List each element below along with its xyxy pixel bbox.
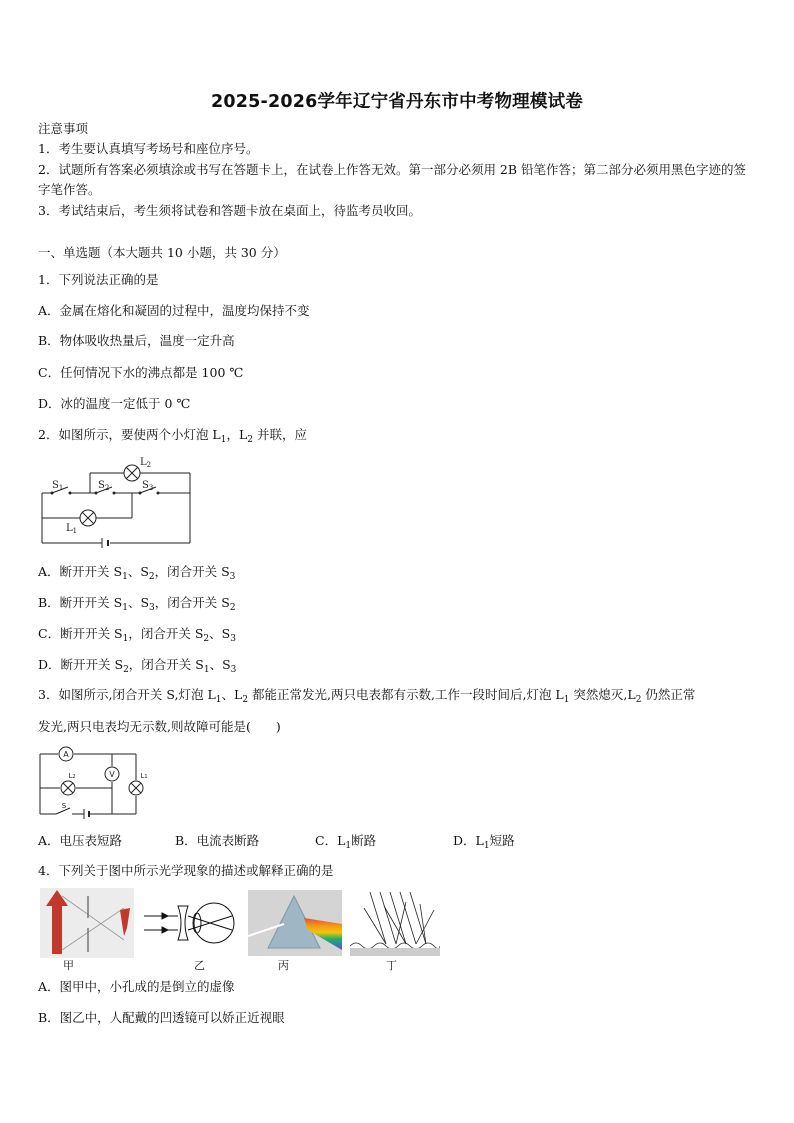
q3-option-c: C．$L_1$断路 <box>315 833 377 851</box>
q2-option-c: C．断开开关 $S_1$，闭合开关 $S_2$、$S_3$ <box>38 626 236 644</box>
q4-stem: 4．下列关于图中所示光学现象的描述或解释正确的是 <box>38 863 334 878</box>
q3-label-l1: L1 <box>140 772 148 780</box>
q3-label-l2: L2 <box>68 772 76 780</box>
q3-stem-line2: 发光,两只电表均无示数,则故障可能是( ) <box>38 719 281 734</box>
page-title: 2025-2026学年辽宁省丹东市中考物理模试卷 <box>211 92 583 112</box>
q3-options <box>38 832 515 855</box>
q4-caption-ding: 丁 <box>386 959 397 972</box>
q2-stem: 2．如图所示，要使两个小灯泡 $L_1$，$L_2$ 并联，应 <box>38 427 307 445</box>
q2-option-d: D．断开开关 $S_2$，闭合开关 $S_1$、$S_3$ <box>38 657 237 675</box>
q1-option-a: A．金属在熔化和凝固的过程中，温度均保持不变 <box>38 303 310 318</box>
q3-circuit-diagram <box>36 744 152 820</box>
q4-caption-bing: 丙 <box>278 959 289 972</box>
q3-option-d: D．$L_1$短路 <box>453 833 515 851</box>
q4-caption-jia: 甲 <box>63 959 74 972</box>
q2-option-a: A．断开开关 $S_1$、$S_2$，闭合开关 $S_3$ <box>38 564 236 582</box>
q3-stem-line1: 3．如图所示,闭合开关 S,灯泡 $L_1$、$L_2$ 都能正常发光,两只电表都有示数,工作一段时间后,灯泡 $L_1$ 突然熄灭$,L_2$ 仍然正常 <box>38 687 696 705</box>
notice-item-2: 2．试题所有答案必须填涂或书写在答题卡上，在试卷上作答无效。第一部分必须用 2B 铅笔作答；第二部分必须用黑色字迹的签字笔作答。 <box>38 162 747 197</box>
q4-option-b: B．图乙中，人配戴的凹透镜可以娇正近视眼 <box>38 1010 285 1025</box>
q3-label-s: S <box>61 802 67 810</box>
q3-label-v: V <box>109 770 115 779</box>
q2-label-s1: $S_1$ <box>52 480 64 492</box>
q4-figure-bing <box>248 890 342 956</box>
q3-option-a: A．电压表短路 <box>38 833 123 848</box>
notice-heading: 注意事项 <box>38 121 89 136</box>
q2-label-s2: $S_2$ <box>98 480 110 492</box>
q1-option-d: D．冰的温度一定低于 0 ℃ <box>38 396 191 411</box>
q2-option-b: B．断开开关 $S_1$、$S_3$，闭合开关 $S_2$ <box>38 595 236 613</box>
section-heading: 一、单选题（本大题共 10 小题，共 30 分） <box>38 245 286 260</box>
q2-circuit-diagram <box>36 455 196 551</box>
q4-option-a: A．图甲中，小孔成的是倒立的虚像 <box>38 979 235 994</box>
q1-option-c: C．任何情况下水的沸点都是 100 ℃ <box>38 365 244 380</box>
q2-label-l1: $L_1$ <box>66 523 78 535</box>
q2-label-l2: $L_2$ <box>140 457 152 469</box>
notice-item-1: 1．考生要认真填写考场号和座位序号。 <box>38 141 259 156</box>
q1-option-b: B．物体吸收热量后，温度一定升高 <box>38 333 235 348</box>
q4-figure-ding <box>350 888 440 956</box>
notice-item-3: 3．考试结束后，考生须将试卷和答题卡放在桌面上，待监考员收回。 <box>38 203 421 218</box>
q4-caption-yi: 乙 <box>194 959 205 972</box>
q4-figure-jia <box>40 888 134 958</box>
q3-label-a: A <box>63 750 69 759</box>
q3-option-b: B．电流表断路 <box>175 833 260 848</box>
q1-stem: 1．下列说法正确的是 <box>38 272 159 287</box>
q2-label-s3: $S_3$ <box>142 480 154 492</box>
q4-figure-yi <box>142 890 238 956</box>
